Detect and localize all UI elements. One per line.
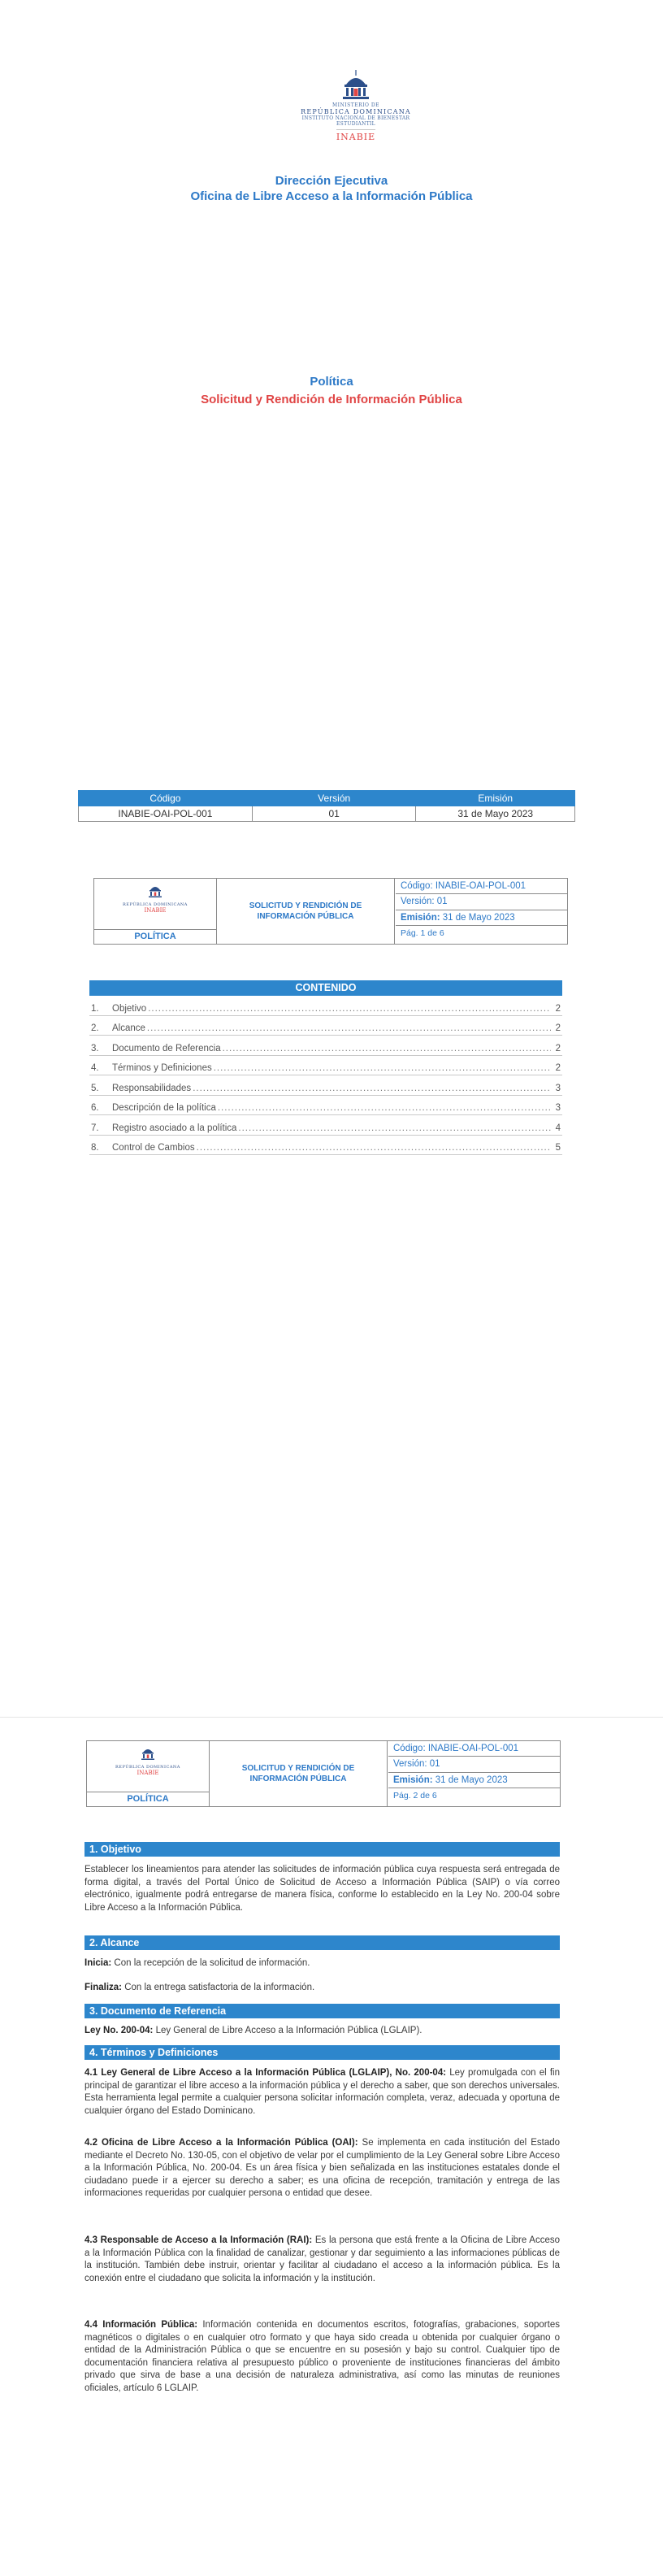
code-header: Código [79,791,253,806]
header-code: Código: INABIE-OAI-POL-001 [396,879,567,894]
header-document-title: SOLICITUD Y RENDICIÓN DE INFORMACIÓN PÚBLICA [210,1741,388,1806]
code-value: INABIE-OAI-POL-001 [79,806,253,822]
direction-title: Dirección Ejecutiva [275,174,388,188]
definition-informacion-publica: 4.4 Información Pública: Información contenida en documentos escritos, fotografías, grabaciones, soportes magnéticos o digitales o en cualquier otro formato y que haya sido creada u obtenida por cualquier órgano o entidad de la Administración Pública o que se encuentre en su posesión y bajo su control. Cualquier tipo de documentación financiera relativa al presupuesto público o proveniente de instituciones financieras del ámbito privado que sirva de base a una decisión de naturaleza administrativa, así como las minutas de reuniones oficiales, artículo 6 LGLAIP. [84,2320,560,2393]
header-logo-line: REPÚBLICA DOMINICANA [123,902,188,907]
emission-header: Emisión [416,791,575,806]
header-logo-line: REPÚBLICA DOMINICANA [115,1765,180,1770]
section-objetivo-heading: 1. Objetivo [84,1842,560,1857]
toc-item[interactable]: 3. Documento de Referencia ..... 2 [89,1036,562,1056]
toc-item[interactable]: 1. Objetivo ..... 2 [89,996,562,1016]
header-policy-label: POLÍTICA [94,929,216,944]
logo-main-line: REPÚBLICA DOMINICANA [301,108,411,115]
referencia-text: Ley No. 200-04: Ley General de Libre Acceso a la Información Pública (LGLAIP). [84,2026,422,2035]
header-emission: Emisión: 31 de Mayo 2023 [388,1773,560,1788]
toc-item[interactable]: 7. Registro asociado a la política ..... 4 [89,1115,562,1136]
header-logo-brand: INABIE [136,1770,159,1776]
logo-sub-line: INSTITUTO NACIONAL DE BIENESTAR ESTUDIANTIL [301,115,410,127]
emission-value: 31 de Mayo 2023 [416,806,575,822]
header-version: Versión: 01 [388,1757,560,1772]
toc-item[interactable]: 4. Términos y Definiciones ..... 2 [89,1056,562,1076]
header-logo-brand: INABIE [144,907,167,914]
version-header: Versión [252,791,416,806]
contents-title: CONTENIDO [89,980,562,996]
logo-small-line: MINISTERIO DE [332,102,380,108]
government-shield-icon [338,68,374,101]
header-version: Versión: 01 [396,894,567,910]
objetivo-text: Establecer los lineamientos para atender las solicitudes de información pública cuya respuesta será entregada de forma digital, a través del Portal Único de Solicitud de Acceso a Información Pública (SAIP) o vía correo electrónico, igualmente podrá entregarse de manera física, conforme lo establecido en la Ley No. 200-04 sobre Libre Acceso a la Información Pública. [84,1865,560,1913]
table-of-contents [89,980,562,1155]
logo-brand: INABIE [336,129,375,142]
header-emission: Emisión: 31 de Mayo 2023 [396,910,567,926]
toc-item[interactable]: 8. Control de Cambios ..... 5 [89,1136,562,1156]
alcance-end: Finaliza: Con la entrega satisfactoria de la información. [84,1983,315,1992]
version-value: 01 [252,806,416,822]
section-terminos-heading: 4. Términos y Definiciones [84,2045,560,2060]
policy-label: Política [310,375,353,389]
header-page-number: Pág. 1 de 6 [401,927,444,938]
header-meta [396,879,567,944]
toc-item[interactable]: 6. Descripción de la política ..... 3 [89,1096,562,1116]
institution-logo [291,68,421,144]
header-page-number: Pág. 2 de 6 [393,1790,437,1801]
toc-item[interactable]: 2. Alcance ..... 2 [89,1016,562,1036]
government-shield-icon [146,882,164,898]
body-page [0,1717,663,2576]
policy-title: Solicitud y Rendición de Información Pública [201,393,462,406]
definition-lglaip: 4.1 Ley General de Libre Acceso a la Información Pública (LGLAIP), No. 200-04: Ley promulgada con el fin principal de garantizar el libre acceso a la información pública y el derecho a saber, que son derechos universales. Esta herramienta legal permite a cualquier persona solicitar información completa, veraz, adecuada y oportuna de cualquier órgano del Estado Dominicano. [84,2068,561,2116]
header-policy-label: POLÍTICA [87,1792,209,1806]
header-meta [388,1741,560,1806]
government-shield-icon [139,1744,157,1761]
header-code: Código: INABIE-OAI-POL-001 [388,1741,560,1757]
cover-page [0,0,663,858]
header-logo [94,879,217,944]
document-header [86,1740,561,1807]
document-code-table [78,790,575,822]
alcance-start: Inicia: Con la recepción de la solicitud de información. [84,1958,310,1968]
toc-item[interactable]: 5. Responsabilidades ..... 3 [89,1075,562,1096]
definition-rai: 4.3 Responsable de Acceso a la Información (RAI): Es la persona que está frente a la Oficina de Libre Acceso a la Información Pública con la finalidad de canalizar, gestionar y dar seguimiento a las informaciones públicas de la institución. También debe instruir, orientar y facilitar al ciudadano el acceso a la información pública. Es la conexión entre el ciudadano que solicita la información y la institución. [84,2235,560,2283]
document-header [93,878,568,945]
header-logo [87,1741,210,1806]
office-title: Oficina de Libre Acceso a la Información Pública [190,189,473,203]
definition-oai: 4.2 Oficina de Libre Acceso a la Información Pública (OAI): Se implementa en cada institución del Estado mediante el Decreto No. 130-05, con el objetivo de velar por el cumplimiento de la Ley General sobre Libre Acceso a la Información Pública, No. 200-04. Es un área física y bien señalizada en las instituciones estatales donde el ciudadano puede ir a ejercer su derecho a saber; es una oficina de recepción, tramitación y entrega de las informaciones requeridas por cualquier persona o entidad que desee. [84,2138,561,2198]
section-alcance-heading: 2. Alcance [84,1935,560,1950]
section-referencia-heading: 3. Documento de Referencia [84,2004,560,2018]
header-document-title: SOLICITUD Y RENDICIÓN DE INFORMACIÓN PÚBLICA [217,879,395,944]
